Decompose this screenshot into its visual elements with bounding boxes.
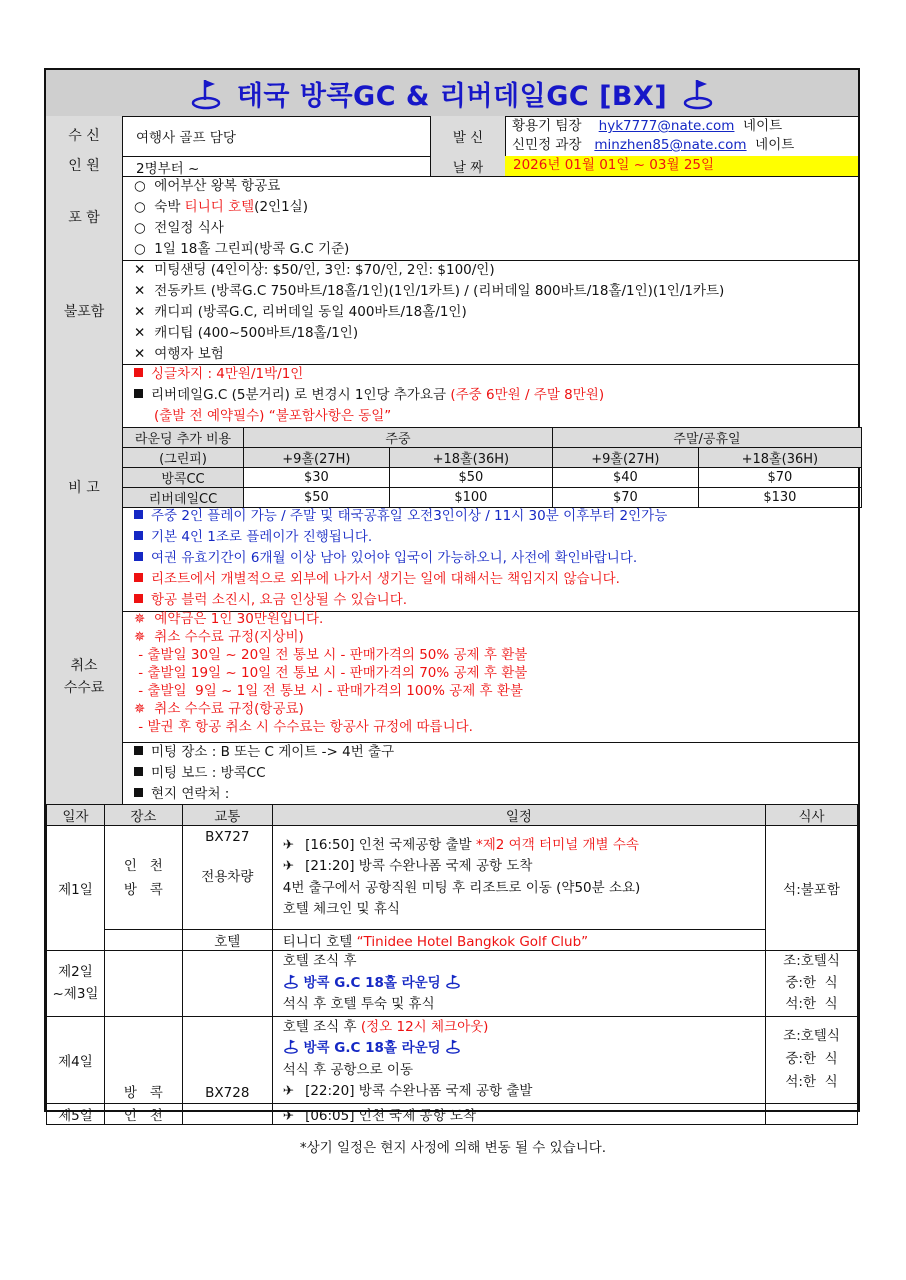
- table-header: 주말/공휴일: [552, 428, 861, 448]
- exclude-item: ✕ 전동카트 (방콕G.C 750바트/18홀/1인)(1인/1카트) / (리버데일 800바트/18홀/1인)(1인/1카트): [134, 281, 724, 302]
- schedule-day-2: [47, 951, 858, 1017]
- table-subheader: +9홀(27H): [552, 448, 698, 468]
- x-icon: ✕: [134, 346, 146, 362]
- table-subheader: (그린피): [123, 448, 244, 468]
- airplane-icon: ✈: [282, 858, 295, 874]
- recv-value: 여행사 골프 담당: [136, 130, 236, 146]
- table-header: 라운딩 추가 비용: [123, 428, 244, 448]
- meeting-section: [46, 742, 858, 804]
- send-label: 발 신: [430, 116, 506, 156]
- include-label: 포 함: [46, 176, 123, 260]
- meeting-line: 현지 연락처 :: [134, 784, 229, 805]
- riverdale-note: 리버데일G.C (5분거리) 로 변경시 1인당 추가요금 (주중 6만원 / 주말 8만원): [134, 385, 604, 406]
- exclude-label: 불포함: [46, 260, 123, 364]
- x-icon: ✕: [134, 304, 146, 320]
- extra-round-table: [122, 427, 862, 508]
- sender-2: 신민정 과장 minzhen85@nate.com 네이트: [512, 137, 795, 153]
- day-label: 제5일: [47, 1103, 105, 1124]
- day-label: 제4일: [47, 1016, 105, 1103]
- schedule-day-4: [47, 1016, 858, 1103]
- circle-icon: ○: [134, 241, 146, 257]
- people-label: 인 원: [46, 156, 123, 176]
- schedule-hotel-row: [47, 930, 858, 951]
- golf-flag-icon: [283, 1038, 299, 1054]
- day-label: 제2일 ~제3일: [47, 951, 105, 1017]
- circle-icon: ○: [134, 220, 146, 236]
- date-label: 날 짜: [430, 156, 506, 176]
- circle-icon: ○: [134, 178, 146, 194]
- star-burst-icon: ✵: [134, 701, 146, 717]
- remark-note: 주중 2인 플레이 가능 / 주말 및 태국공휴일 오전3인이상 / 11시 30분 이후부터 2인가능: [134, 506, 667, 527]
- exclude-item: ✕ 캐디팁 (400~500바트/18홀/1인): [134, 323, 358, 344]
- exclude-item: ✕ 캐디피 (방콕G.C, 리버데일 동일 400바트/18홀/1인): [134, 302, 467, 323]
- day-place: 인 천: [104, 1103, 182, 1124]
- schedule-table: [46, 804, 858, 1125]
- golf-flag-icon: [681, 76, 715, 110]
- exclude-item: ✕ 여행자 보험: [134, 344, 224, 365]
- people-row: [46, 156, 858, 177]
- meeting-line: 미팅 보드 : 방콕CC: [134, 763, 266, 784]
- golf-flag-icon: [189, 76, 223, 110]
- sender-1-email[interactable]: hyk7777@nate.com: [598, 118, 735, 134]
- include-item: ○ 1일 18홀 그린피(방콕 G.C 기준): [134, 239, 349, 260]
- table-row: 방콕CC $30 $50 $40 $70: [123, 468, 862, 488]
- day-plan: 호텔 조식 후 방콕 G.C 18홀 라운딩 석식 후 호텔 투숙 및 휴식: [272, 951, 765, 1017]
- day-label: 제1일: [47, 826, 105, 951]
- riverdale-note-2: (출발 전 예약필수) “불포함사항은 동일”: [154, 408, 392, 424]
- black-square-icon: [134, 788, 143, 797]
- exclude-section: [46, 260, 858, 365]
- day-plan: 호텔 조식 후 (정오 12시 체크아웃) 방콕 G.C 18홀 라운딩 석식 후 공항으로 이동 ✈ [22:20] 방콕 수완나폼 국제 공항 출발: [272, 1016, 765, 1103]
- black-square-icon: [134, 746, 143, 755]
- remark-note: 여권 유효기간이 6개월 이상 남아 있어야 입국이 가능하오니, 사전에 확인바랍니다.: [134, 548, 637, 569]
- red-square-icon: [134, 573, 143, 582]
- day-transport: BX727 전용차량: [182, 826, 272, 930]
- page-title: 태국 방콕GC & 리버데일GC [BX]: [236, 80, 668, 112]
- cancel-line: - 출발일 30일 ~ 20일 전 통보 시 - 판매가격의 50% 공제 후 환불: [134, 647, 528, 663]
- footnote: *상기 일정은 현지 사정에 의해 변동 될 수 있습니다.: [299, 1140, 607, 1156]
- include-item: ○ 전일정 식사: [134, 218, 224, 239]
- black-square-icon: [134, 389, 143, 398]
- cancel-section: [46, 611, 858, 743]
- schedule-header: 일자 장소 교통 일정 식사: [47, 805, 858, 826]
- black-square-icon: [134, 767, 143, 776]
- meeting-line: 미팅 장소 : B 또는 C 게이트 -> 4번 출구: [134, 742, 394, 763]
- table-subheader: +18홀(36H): [698, 448, 861, 468]
- cancel-label: 취소 수수료: [46, 611, 123, 742]
- golf-flag-icon: [283, 973, 299, 989]
- cancel-line: - 출발일 19일 ~ 10일 전 통보 시 - 판매가격의 70% 공제 후 환불: [134, 665, 528, 681]
- remark-note: 항공 블럭 소진시, 요금 인상될 수 있습니다.: [134, 590, 407, 611]
- airplane-icon: ✈: [282, 836, 295, 853]
- sender-1: 황용기 팀장 hyk7777@nate.com 네이트: [512, 118, 783, 134]
- golf-flag-icon: [445, 973, 461, 989]
- circle-icon: ○: [134, 199, 146, 215]
- title-bar: [46, 70, 858, 117]
- schedule-day-5: [47, 1103, 858, 1124]
- recipient-row: [46, 116, 858, 157]
- table-subheader: +18홀(36H): [389, 448, 552, 468]
- day-transport: BX728: [182, 1016, 272, 1103]
- hotel-label: 호텔: [182, 930, 272, 951]
- x-icon: ✕: [134, 325, 146, 341]
- airplane-icon: ✈: [282, 1107, 295, 1124]
- blue-square-icon: [134, 531, 143, 540]
- x-icon: ✕: [134, 283, 146, 299]
- table-subheader: +9홀(27H): [244, 448, 390, 468]
- cancel-line: ✵ 취소 수수료 규정(지상비): [134, 629, 304, 645]
- cancel-line: - 발권 후 항공 취소 시 수수료는 항공사 규정에 따릅니다.: [134, 719, 473, 735]
- date-value: 2026년 01월 01일 ~ 03월 25일: [505, 156, 858, 176]
- single-charge: 싱글차지 : 4만원/1박/1인: [134, 364, 303, 385]
- meeting-label: [46, 742, 123, 804]
- day-place: 인 천 방 콕: [104, 826, 182, 930]
- remarks-section: [46, 364, 858, 612]
- exclude-item: ✕ 미팅샌딩 (4인이상: $50/인, 3인: $70/인, 2인: $100/인): [134, 260, 495, 281]
- table-row: 리버데일CC $50 $100 $70 $130: [123, 488, 862, 508]
- red-square-icon: [134, 368, 143, 377]
- airplane-icon: ✈: [282, 1083, 295, 1099]
- remark-note: 기본 4인 1조로 플레이가 진행됩니다.: [134, 527, 372, 548]
- include-item: ○ 숙박 티니디 호텔(2인1실): [134, 197, 308, 218]
- cancel-line: ✵ 예약금은 1인 30만원입니다.: [134, 611, 324, 627]
- day-meal: 조:호텔식 중:한 식 석:한 식: [766, 1016, 858, 1103]
- include-item: ○ 에어부산 왕복 항공료: [134, 176, 280, 197]
- recv-label: 수 신: [46, 116, 123, 156]
- remark-note: 리조트에서 개별적으로 외부에 나가서 생기는 일에 대해서는 책임지지 않습니다.: [134, 569, 620, 590]
- day-meal: 조:호텔식 중:한 식 석:한 식: [766, 951, 858, 1017]
- day-place: 방 콕: [104, 1016, 182, 1103]
- cancel-line: ✵ 취소 수수료 규정(항공료): [134, 701, 304, 717]
- blue-square-icon: [134, 552, 143, 561]
- hotel-name: 티니디 호텔 “Tinidee Hotel Bangkok Golf Club”: [272, 930, 765, 951]
- cancel-line: - 출발일 9일 ~ 1일 전 통보 시 - 판매가격의 100% 공제 후 환불: [134, 683, 523, 699]
- day-plan: ✈ [06:05] 인천 국제 공항 도착: [272, 1103, 765, 1124]
- blue-square-icon: [134, 510, 143, 519]
- remarks-label: 비 고: [46, 364, 123, 611]
- people-value: 2명부터 ~: [136, 161, 200, 177]
- schedule-day-1: [47, 826, 858, 930]
- include-section: [46, 176, 858, 261]
- table-header: 주중: [244, 428, 553, 448]
- star-burst-icon: ✵: [134, 629, 146, 645]
- star-burst-icon: ✵: [134, 611, 146, 627]
- day-meal: 석:불포함: [766, 826, 858, 951]
- day-plan: ✈ [16:50] 인천 국제공항 출발 *제2 여객 터미널 개별 수속 ✈ [21:20] 방콕 수완나폼 국제 공항 도착 4번 출구에서 공항직원 미팅 후 리조트로 이동 (약50분 소요) 호텔 체크인 및 휴식: [272, 826, 765, 930]
- x-icon: ✕: [134, 262, 146, 278]
- red-square-icon: [134, 594, 143, 603]
- sender-2-email[interactable]: minzhen85@nate.com: [594, 137, 747, 153]
- itinerary-document: [44, 68, 860, 1124]
- golf-flag-icon: [445, 1038, 461, 1054]
